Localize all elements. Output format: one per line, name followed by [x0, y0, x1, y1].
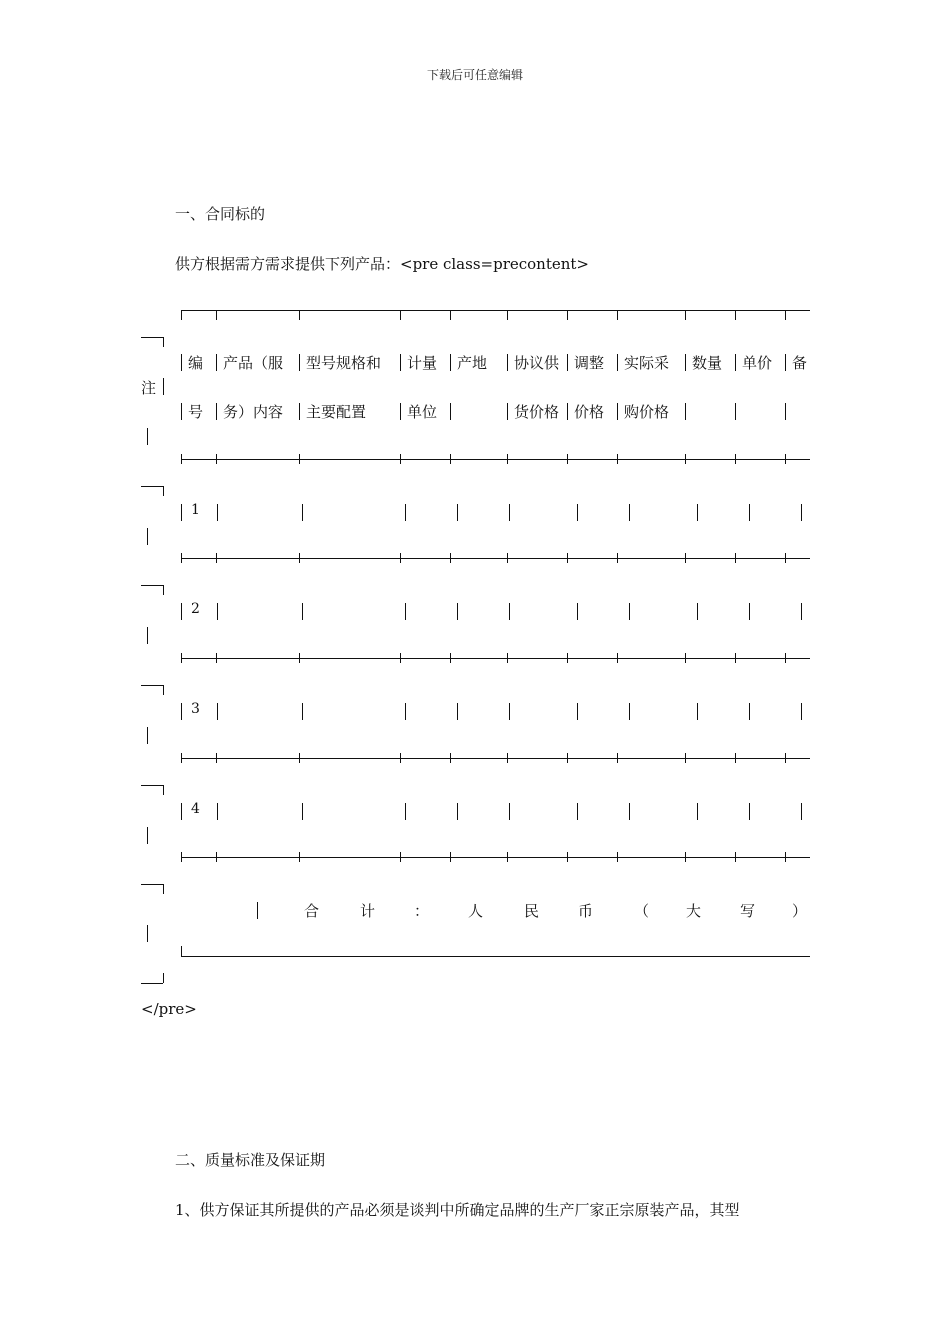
header-cell-label: 货价格: [514, 403, 560, 421]
table-rule-tick: [181, 753, 182, 763]
table-rule-tick: [299, 852, 300, 862]
row-cell-bar: [629, 703, 630, 720]
table-rule-tick: [216, 310, 217, 320]
table-row-number: 4: [191, 801, 200, 817]
row-cell-bar: [217, 504, 218, 521]
table-rule-tick: [685, 553, 686, 563]
row-cell-bar: [801, 703, 802, 720]
header-cell-bar: [299, 354, 300, 371]
header-cell-bar: [450, 403, 451, 420]
wrap-stub-tick: [163, 785, 164, 795]
pre-close-tag: </pre>: [141, 1000, 197, 1018]
table-rule-tick: [617, 753, 618, 763]
header-cell-label: 调整: [574, 354, 605, 372]
row-cell-bar: [181, 504, 182, 521]
total-row-char: 币: [578, 902, 594, 920]
row-cell-bar: [801, 803, 802, 820]
table-rule-tick: [507, 454, 508, 464]
header-cell-bar: [785, 403, 786, 420]
row-cell-bar: [405, 703, 406, 720]
table-rule: [181, 558, 810, 559]
wrap-bar: [147, 925, 148, 942]
section2-title: 二、质量标准及保证期: [175, 1151, 326, 1169]
table-rule-tick: [507, 310, 508, 320]
row-cell-bar: [181, 603, 182, 620]
table-rule-tick: [181, 454, 182, 464]
total-row-char: 人: [468, 902, 484, 920]
table-row-number: 2: [191, 601, 200, 617]
header-cell-bar: [299, 403, 300, 420]
table-bottom-corner: [181, 946, 182, 956]
row-cell-bar: [457, 603, 458, 620]
table-rule-tick: [400, 653, 401, 663]
wrap-bar: [147, 528, 148, 545]
header-cell-label: 计量: [407, 354, 438, 372]
header-cell-bar: [400, 354, 401, 371]
total-row-char: ：: [414, 902, 430, 920]
table-rule-tick: [685, 310, 686, 320]
table-rule-tick: [735, 310, 736, 320]
header-cell-label: 协议供: [514, 354, 560, 372]
row-cell-bar: [302, 504, 303, 521]
row-cell-bar: [629, 504, 630, 521]
table-rule-tick: [400, 310, 401, 320]
table-rule-tick: [450, 653, 451, 663]
table-rule-tick: [299, 310, 300, 320]
wrap-stub: [141, 486, 163, 487]
header-cell-bar: [735, 354, 736, 371]
wrap-stub-tick: [163, 486, 164, 496]
table-rule-tick: [400, 553, 401, 563]
section1-intro: 供方根据需方需求提供下列产品：<pre class=precontent>: [175, 255, 589, 273]
table-rule: [181, 658, 810, 659]
table-rule-tick: [450, 454, 451, 464]
table-rule: [181, 459, 810, 460]
row-cell-bar: [509, 504, 510, 521]
table-row-number: 1: [191, 502, 200, 518]
page-header-note: 下载后可任意编辑: [426, 68, 523, 82]
header-cell-label: 单位: [407, 403, 438, 421]
row-cell-bar: [697, 603, 698, 620]
table-rule-tick: [735, 852, 736, 862]
header-cell-label: 型号规格和: [306, 354, 382, 372]
table-rule-tick: [216, 653, 217, 663]
table-rule-tick: [785, 553, 786, 563]
table-rule: [181, 857, 810, 858]
total-row-char: ）: [792, 902, 808, 920]
table-rule-tick: [617, 852, 618, 862]
row-cell-bar: [801, 504, 802, 521]
header-cell-label: 单价: [742, 354, 773, 372]
table-rule-tick: [785, 852, 786, 862]
header-cell-bar: [181, 354, 182, 371]
table-rule-tick: [299, 753, 300, 763]
section1-title: 一、合同标的: [175, 205, 266, 223]
total-row-char: 大: [686, 902, 702, 920]
row-cell-bar: [457, 703, 458, 720]
table-rule-tick: [450, 553, 451, 563]
header-cell-bar: [567, 354, 568, 371]
table-rule-tick: [216, 753, 217, 763]
table-rule-tick: [450, 852, 451, 862]
wrap-stub: [141, 884, 163, 885]
table-rule-tick: [400, 753, 401, 763]
table-rule-tick: [567, 454, 568, 464]
header-cell-bar: [685, 403, 686, 420]
row-cell-bar: [302, 803, 303, 820]
section2-para1: 1、供方保证其所提供的产品必须是谈判中所确定品牌的生产厂家正宗原装产品，其型: [175, 1201, 740, 1219]
row-cell-bar: [217, 603, 218, 620]
header-cell-label: 数量: [692, 354, 723, 372]
table-rule-tick: [617, 553, 618, 563]
header-cell-bar: [181, 403, 182, 420]
header-cell-bar: [400, 403, 401, 420]
table-rule: [181, 758, 810, 759]
header-cell-bar: [617, 403, 618, 420]
table-rule-tick: [735, 753, 736, 763]
table-rule-tick: [735, 553, 736, 563]
row-cell-bar: [457, 803, 458, 820]
table-rule-tick: [507, 653, 508, 663]
header-cell-bar: [785, 354, 786, 371]
wrap-bar: [147, 627, 148, 644]
row-cell-bar: [302, 703, 303, 720]
table-rule-tick: [617, 310, 618, 320]
header-cell-bar: [735, 403, 736, 420]
table-rule-tick: [785, 753, 786, 763]
header-cell-label: 注: [141, 379, 157, 397]
table-rule: [181, 310, 810, 311]
header-cell-bar: [450, 354, 451, 371]
table-rule-tick: [507, 852, 508, 862]
row-cell-bar: [405, 803, 406, 820]
table-rule-tick: [685, 653, 686, 663]
table-rule-tick: [617, 653, 618, 663]
table-rule-tick: [450, 753, 451, 763]
row-cell-bar: [577, 504, 578, 521]
total-row-char: 合: [304, 902, 320, 920]
wrap-stub: [141, 983, 163, 984]
table-rule-tick: [181, 310, 182, 320]
table-rule-tick: [617, 454, 618, 464]
table-rule-tick: [685, 753, 686, 763]
table-rule-tick: [735, 454, 736, 464]
wrap-stub: [141, 337, 163, 338]
table-rule-tick: [400, 454, 401, 464]
row-cell-bar: [749, 803, 750, 820]
table-rule-tick: [567, 852, 568, 862]
wrap-bar: [147, 727, 148, 744]
total-row-char: 计: [360, 902, 376, 920]
table-rule-tick: [785, 310, 786, 320]
header-cell-label: 备: [792, 354, 808, 372]
table-rule-tick: [507, 553, 508, 563]
header-cell-bar: [507, 403, 508, 420]
table-rule-tick: [181, 653, 182, 663]
table-rule-tick: [181, 852, 182, 862]
table-rule-tick: [507, 753, 508, 763]
header-cell-label: 产地: [457, 354, 488, 372]
table-row-number: 3: [191, 701, 200, 717]
table-rule-tick: [567, 553, 568, 563]
wrap-stub-tick: [163, 585, 164, 595]
wrap-stub: [141, 785, 163, 786]
row-cell-bar: [577, 803, 578, 820]
table-rule-tick: [299, 454, 300, 464]
row-cell-bar: [749, 504, 750, 521]
table-rule-tick: [785, 454, 786, 464]
header-cell-label: 价格: [574, 403, 605, 421]
row-cell-bar: [697, 504, 698, 521]
header-cell-label: 购价格: [624, 403, 670, 421]
row-cell-bar: [801, 603, 802, 620]
row-cell-bar: [217, 703, 218, 720]
header-cell-label: 实际采: [624, 354, 670, 372]
row-cell-bar: [509, 603, 510, 620]
table-rule-tick: [685, 454, 686, 464]
table-rule-tick: [299, 553, 300, 563]
wrap-stub-tick: [163, 337, 164, 347]
header-cell-bar: [507, 354, 508, 371]
total-row-bar: [257, 902, 258, 919]
table-rule-tick: [567, 653, 568, 663]
row-cell-bar: [181, 703, 182, 720]
header-cell-label: 务）内容: [223, 403, 284, 421]
table-rule-tick: [735, 653, 736, 663]
header-cell-label: 编: [188, 354, 204, 372]
row-cell-bar: [577, 703, 578, 720]
row-cell-bar: [217, 803, 218, 820]
total-row-char: 民: [524, 902, 540, 920]
header-cell-bar: [216, 354, 217, 371]
header-cell-label: 产品（服: [223, 354, 284, 372]
wrap-bar: [147, 428, 148, 445]
total-row-char: 写: [740, 902, 756, 920]
row-cell-bar: [405, 504, 406, 521]
row-cell-bar: [509, 703, 510, 720]
row-cell-bar: [302, 603, 303, 620]
wrap-stub: [141, 585, 163, 586]
header-cell-bar: [567, 403, 568, 420]
table-rule-tick: [785, 653, 786, 663]
row-cell-bar: [629, 603, 630, 620]
total-row-char: （: [634, 902, 650, 920]
row-cell-bar: [457, 504, 458, 521]
table-rule-tick: [450, 310, 451, 320]
row-cell-bar: [405, 603, 406, 620]
table-rule-tick: [216, 553, 217, 563]
wrap-stub: [141, 685, 163, 686]
row-cell-bar: [509, 803, 510, 820]
table-rule-tick: [181, 553, 182, 563]
row-cell-bar: [697, 703, 698, 720]
row-cell-bar: [749, 603, 750, 620]
header-cell-label: 主要配置: [306, 403, 367, 421]
wrap-stub-tick: [163, 884, 164, 894]
table-rule-tick: [299, 653, 300, 663]
header-cell-bar: [617, 354, 618, 371]
table-rule-tick: [400, 852, 401, 862]
header-cell-bar: [163, 378, 164, 395]
table-rule-tick: [567, 310, 568, 320]
table-bottom-rule: [181, 956, 810, 957]
table-rule-tick: [216, 852, 217, 862]
header-cell-bar: [216, 403, 217, 420]
table-rule-tick: [567, 753, 568, 763]
wrap-stub-tick: [163, 685, 164, 695]
table-rule-tick: [685, 852, 686, 862]
row-cell-bar: [749, 703, 750, 720]
row-cell-bar: [697, 803, 698, 820]
row-cell-bar: [181, 803, 182, 820]
row-cell-bar: [577, 603, 578, 620]
header-cell-label: 号: [188, 403, 204, 421]
wrap-stub-tick: [163, 973, 164, 983]
wrap-bar: [147, 827, 148, 844]
row-cell-bar: [629, 803, 630, 820]
table-rule-tick: [216, 454, 217, 464]
header-cell-bar: [685, 354, 686, 371]
